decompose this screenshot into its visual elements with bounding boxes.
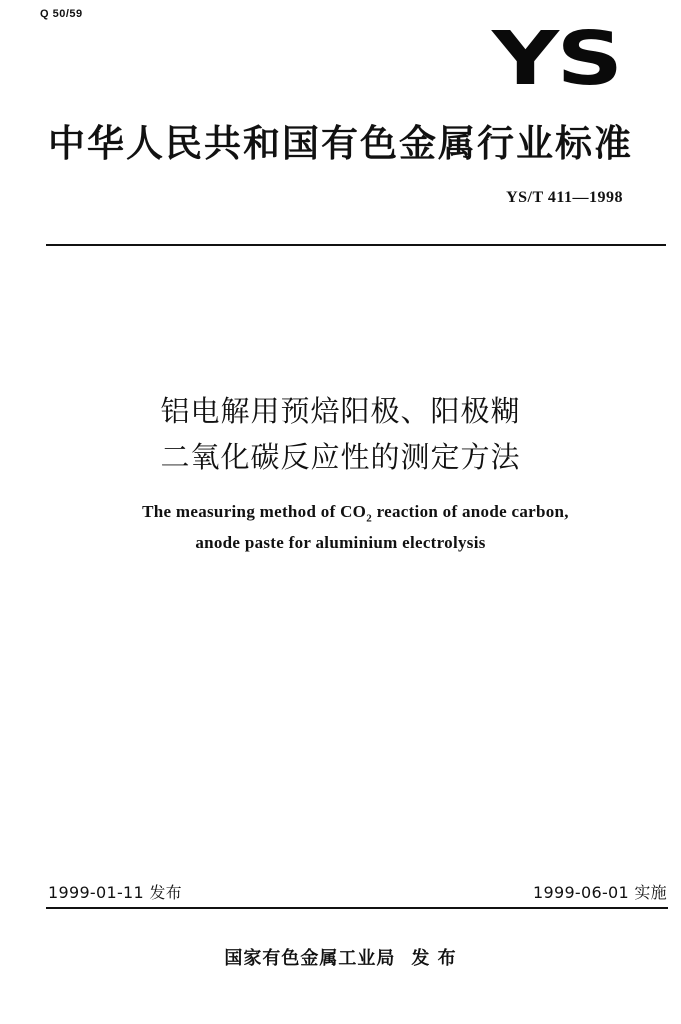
english-title-line-2: anode paste for aluminium electrolysis: [195, 533, 486, 552]
co2-subscript: 2: [366, 512, 373, 525]
issue-date: 1999-01-11 发布: [48, 883, 182, 902]
english-title-part-b: reaction of anode carbon,: [372, 502, 569, 521]
publisher-line: [0, 944, 681, 970]
standard-category-title: 中华人民共和国有色金属行业标准: [48, 122, 633, 165]
footer-divider: [46, 907, 668, 909]
english-title-line-1: [0, 500, 681, 530]
chinese-title-line-1: 铝电解用预焙阳极、阳极糊: [160, 394, 521, 428]
standard-number: YS/T 411—1998: [506, 189, 623, 206]
document-code: Q 50/59: [40, 8, 83, 20]
header-divider: [46, 244, 666, 246]
publisher-action: 发 布: [411, 948, 457, 969]
implementation-date: 1999-06-01 实施: [533, 883, 667, 902]
chinese-title-line-2: 二氧化碳反应性的测定方法: [160, 440, 521, 474]
ys-logo: YS: [492, 16, 621, 102]
publisher-name: 国家有色金属工业局: [224, 948, 396, 969]
english-title-part-a: The measuring method of CO: [142, 502, 367, 521]
